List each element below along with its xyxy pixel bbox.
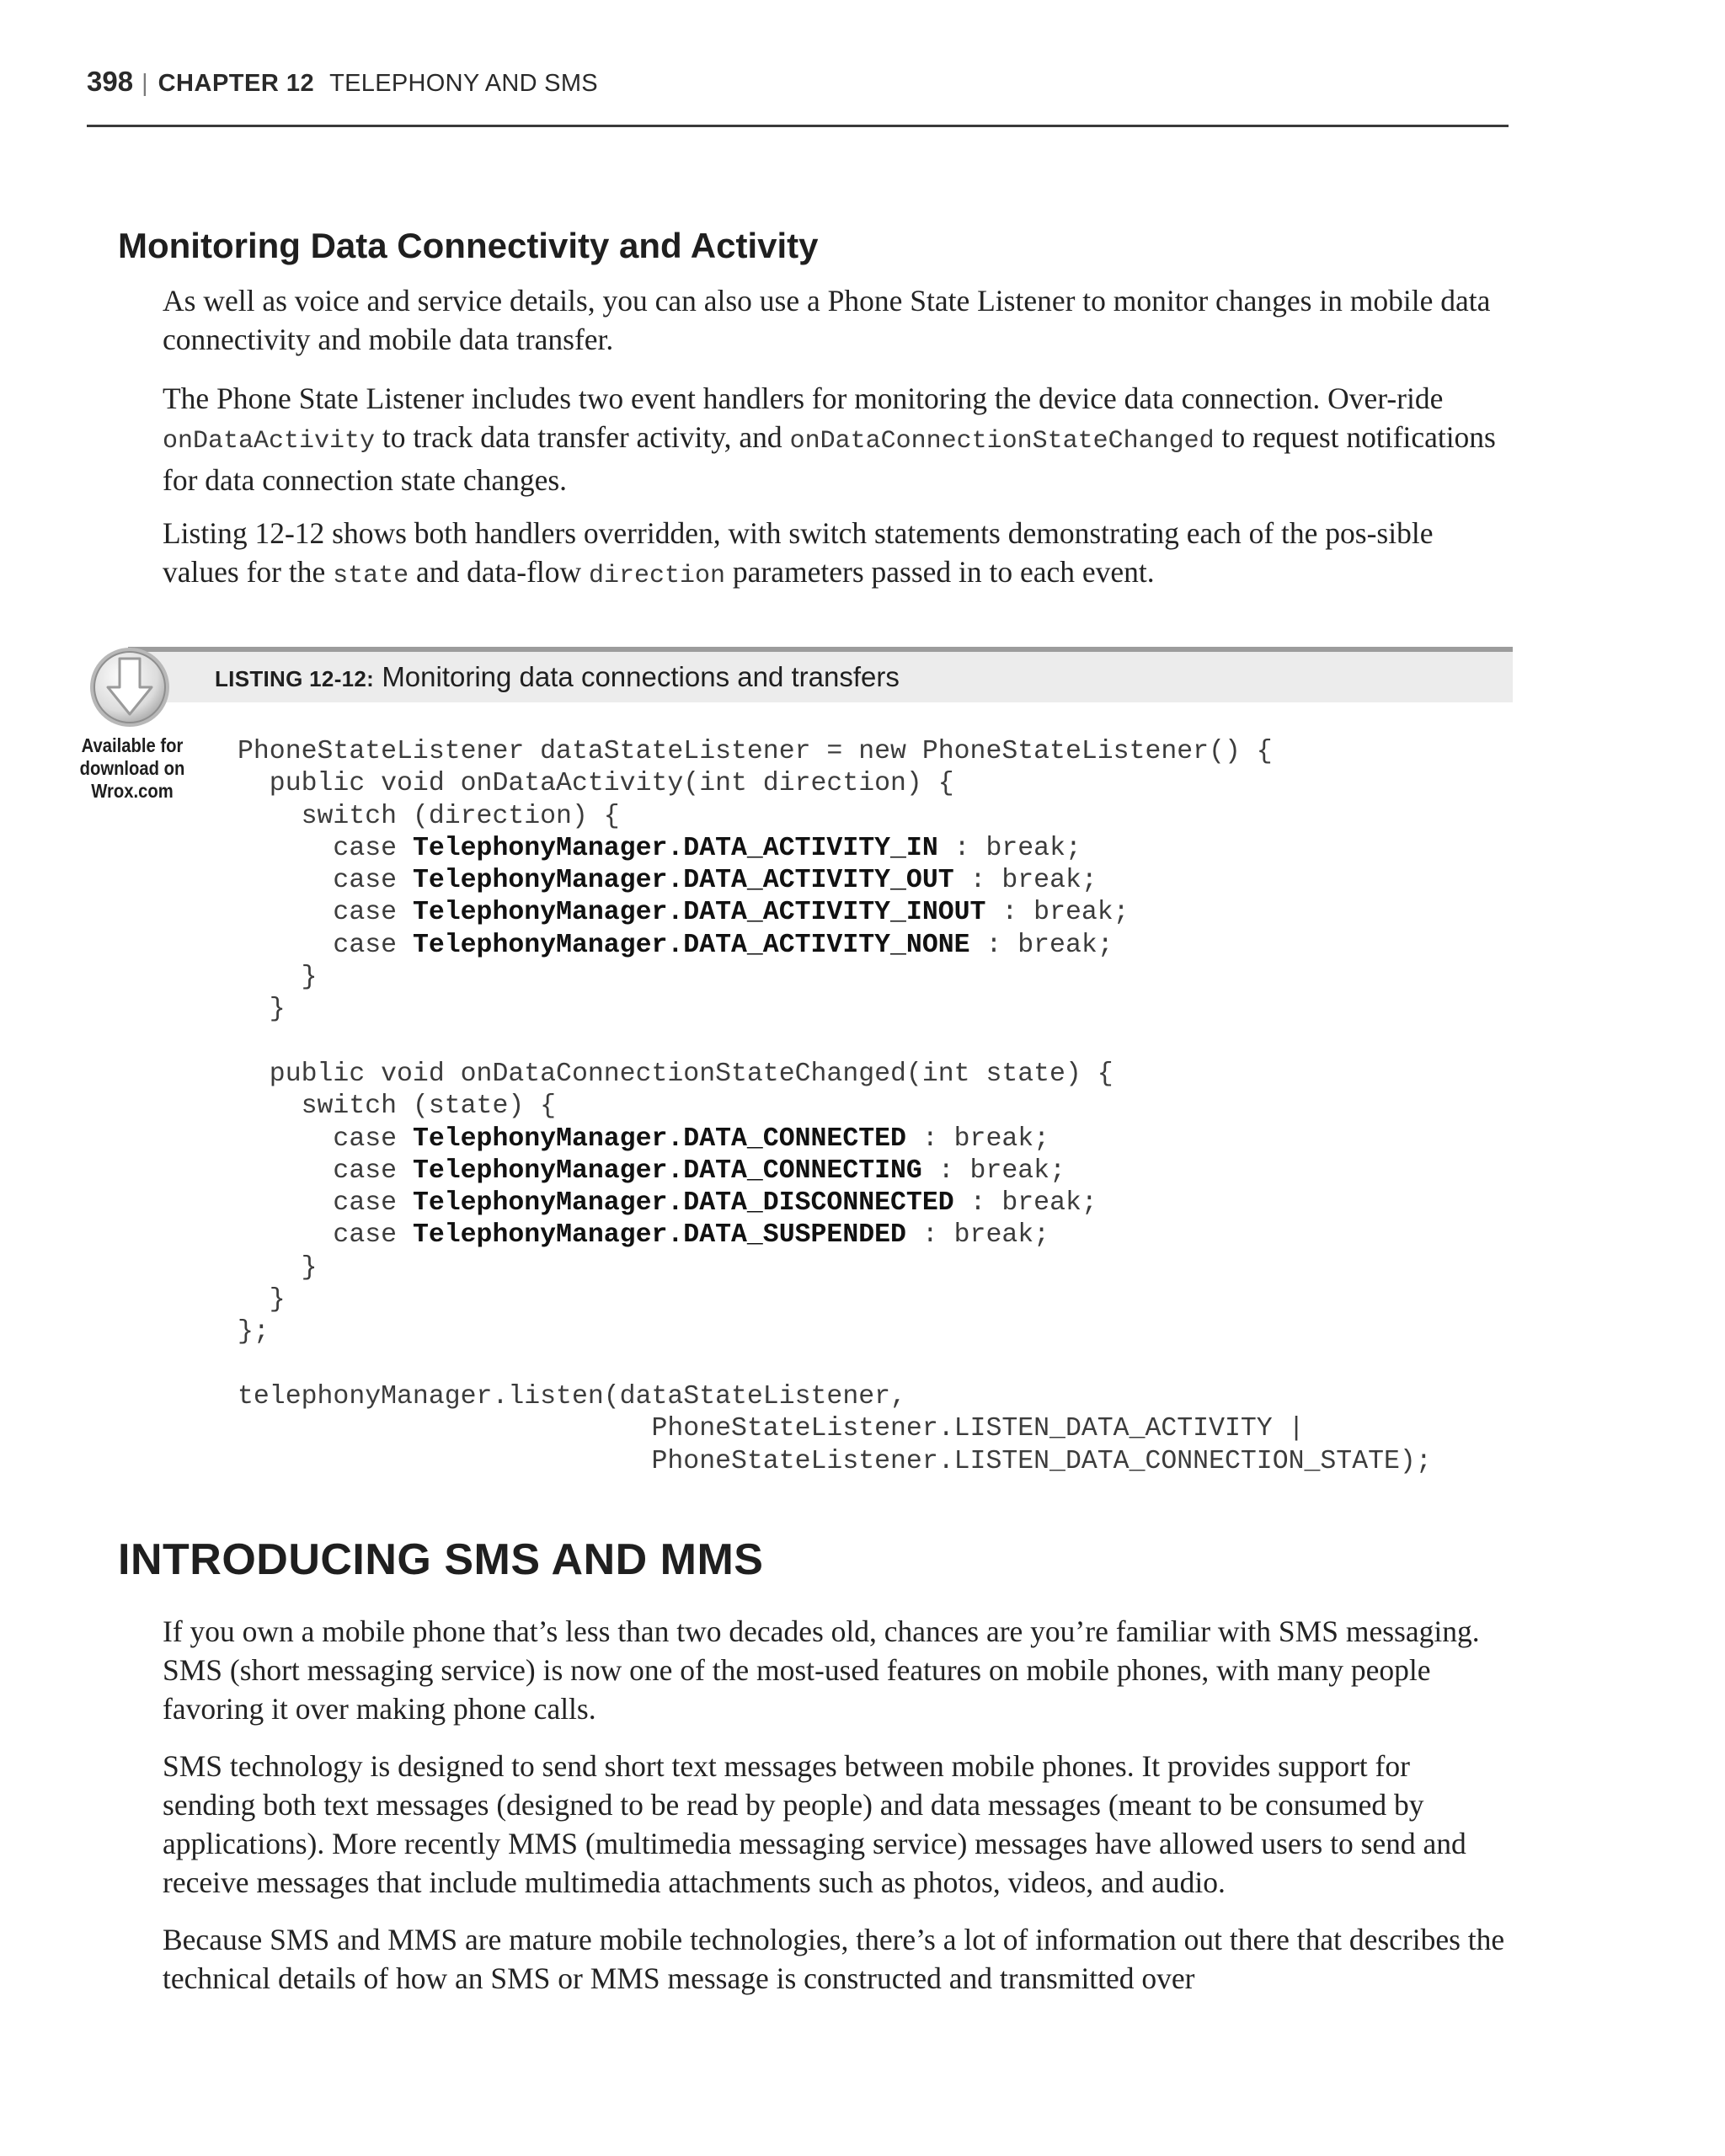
code-ondataactivity: onDataActivity [163,427,376,456]
p3-text-3: parameters passed in to each event. [725,555,1155,589]
chapter-label: CHAPTER 12 [158,70,315,97]
code-segment: case [238,1188,413,1219]
download-line-2: download on [79,757,185,779]
code-ondataconnectionstatechanged: onDataConnectionStateChanged [789,427,1215,456]
code-line [238,1381,1432,1413]
code-constant: TelephonyManager.DATA_CONNECTING [412,1155,922,1186]
paragraph-2 [163,379,1509,499]
code-segment: case [238,866,413,896]
paragraph-4: If you own a mobile phone that’s less than two decades old, chances are you’re familiar with SMS messaging. SMS (short messaging service) is now one of the most-used features on mobile phones, with many people favoring it over making phone calls. [163,1614,1480,1726]
code-segment: : break; [953,866,1097,896]
code-line [238,768,1432,800]
code-segment: PhoneStateListener dataStateListener = new PhoneStateListener() { [238,737,1273,766]
code-segment: telephonyManager.listen(dataStateListener, [238,1381,906,1412]
section-heading-monitoring: Monitoring Data Connectivity and Activity [118,226,819,265]
code-line [238,1027,1432,1059]
code-segment: case [238,833,413,863]
code-line [238,865,1432,897]
header-separator: | [142,70,148,97]
download-note[interactable] [78,734,186,803]
chapter-title: TELEPHONY AND SMS [329,70,598,97]
code-line [238,1349,1432,1381]
code-line [238,994,1432,1026]
listing-label: LISTING 12-12: [215,666,375,691]
code-segment: case [238,1155,413,1186]
code-segment: : break; [953,1188,1097,1219]
code-line [238,930,1432,962]
code-line [238,1219,1432,1251]
listing-caption [215,661,900,693]
code-segment: public void onDataActivity(int direction) { [238,769,954,799]
running-header [87,66,598,98]
code-constant: TelephonyManager.DATA_ACTIVITY_NONE [412,930,970,960]
code-segment: : break; [969,930,1114,960]
download-arrow-icon[interactable] [88,645,172,729]
code-line [238,1413,1432,1445]
code-segment: : break; [905,1220,1050,1251]
code-segment: case [238,898,413,928]
paragraph-1: As well as voice and service details, you can also use a Phone State Listener to monitor changes in mobile data connectivity and mobile data transfer. [163,284,1491,356]
code-constant: TelephonyManager.DATA_DISCONNECTED [412,1188,954,1219]
p3-text-2: and data-flow [409,555,590,589]
code-segment: PhoneStateListener.LISTEN_DATA_ACTIVITY | [238,1414,1305,1444]
code-segment: : break; [985,898,1130,928]
code-segment: case [238,1123,413,1154]
paragraph-3 [163,514,1509,595]
code-constant: TelephonyManager.DATA_ACTIVITY_OUT [412,866,954,896]
code-state: state [333,562,409,590]
code-line [238,1123,1432,1155]
code-segment: : break; [905,1123,1050,1154]
code-segment: switch (state) { [238,1091,557,1122]
code-constant: TelephonyManager.DATA_SUSPENDED [412,1220,906,1251]
code-segment: }; [238,1317,270,1348]
code-constant: TelephonyManager.DATA_ACTIVITY_INOUT [412,898,986,928]
code-line [238,1059,1432,1091]
code-segment: switch (direction) { [238,801,620,831]
code-line [238,1091,1432,1123]
code-line [238,897,1432,929]
code-constant: TelephonyManager.DATA_CONNECTED [412,1123,906,1154]
code-line [238,1155,1432,1187]
code-line [238,1316,1432,1348]
code-segment: public void onDataConnectionStateChanged(int state) { [238,1059,1114,1089]
code-segment: case [238,930,413,960]
section-heading-sms-mms: INTRODUCING SMS AND MMS [118,1535,764,1584]
code-line [238,801,1432,833]
code-line [238,736,1432,768]
code-listing [238,736,1432,1478]
listing-title: Monitoring data connections and transfers [382,661,900,692]
code-segment: : break; [937,833,1081,863]
code-direction: direction [589,562,726,590]
paragraph-6: Because SMS and MMS are mature mobile technologies, there’s a lot of information out there that describes the technical details of how an SMS or MMS message is constructed and transmitted over [163,1923,1505,1995]
code-segment: case [238,1220,413,1251]
code-line [238,833,1432,865]
code-line [238,1252,1432,1284]
code-line [238,962,1432,994]
code-line [238,1187,1432,1219]
p2-text-3: to request notifications for data connection state changes. [163,420,1496,497]
download-line-1: Available for [81,734,184,756]
paragraph-5: SMS technology is designed to send short text messages between mobile phones. It provides support for sending both text messages (designed to be read by people) and data messages (meant to be consumed by applications). More recently MMS (multimedia messaging service) messages have allowed users to send and receive messages that include multimedia attachments such as photos, videos, and audio. [163,1749,1466,1899]
code-segment: } [238,1252,318,1283]
code-segment: } [238,1285,286,1315]
p2-text-2: to track data transfer activity, and [375,420,790,454]
code-segment: } [238,963,318,993]
code-line [238,1446,1432,1478]
download-line-3: Wrox.com [91,780,174,802]
page-number: 398 [87,66,134,97]
code-segment: : break; [921,1155,1065,1186]
code-line [238,1284,1432,1316]
p3-text-1: Listing 12-12 shows both handlers overridden, with switch statements demonstrating each of the pos-sible values for the [163,516,1434,589]
code-segment: PhoneStateListener.LISTEN_DATA_CONNECTION_STATE); [238,1446,1432,1476]
p2-text-1: The Phone State Listener includes two event handlers for monitoring the device data connection. Over-ride [163,382,1444,415]
code-segment: } [238,995,286,1025]
header-rule [87,125,1509,127]
code-constant: TelephonyManager.DATA_ACTIVITY_IN [412,833,938,863]
